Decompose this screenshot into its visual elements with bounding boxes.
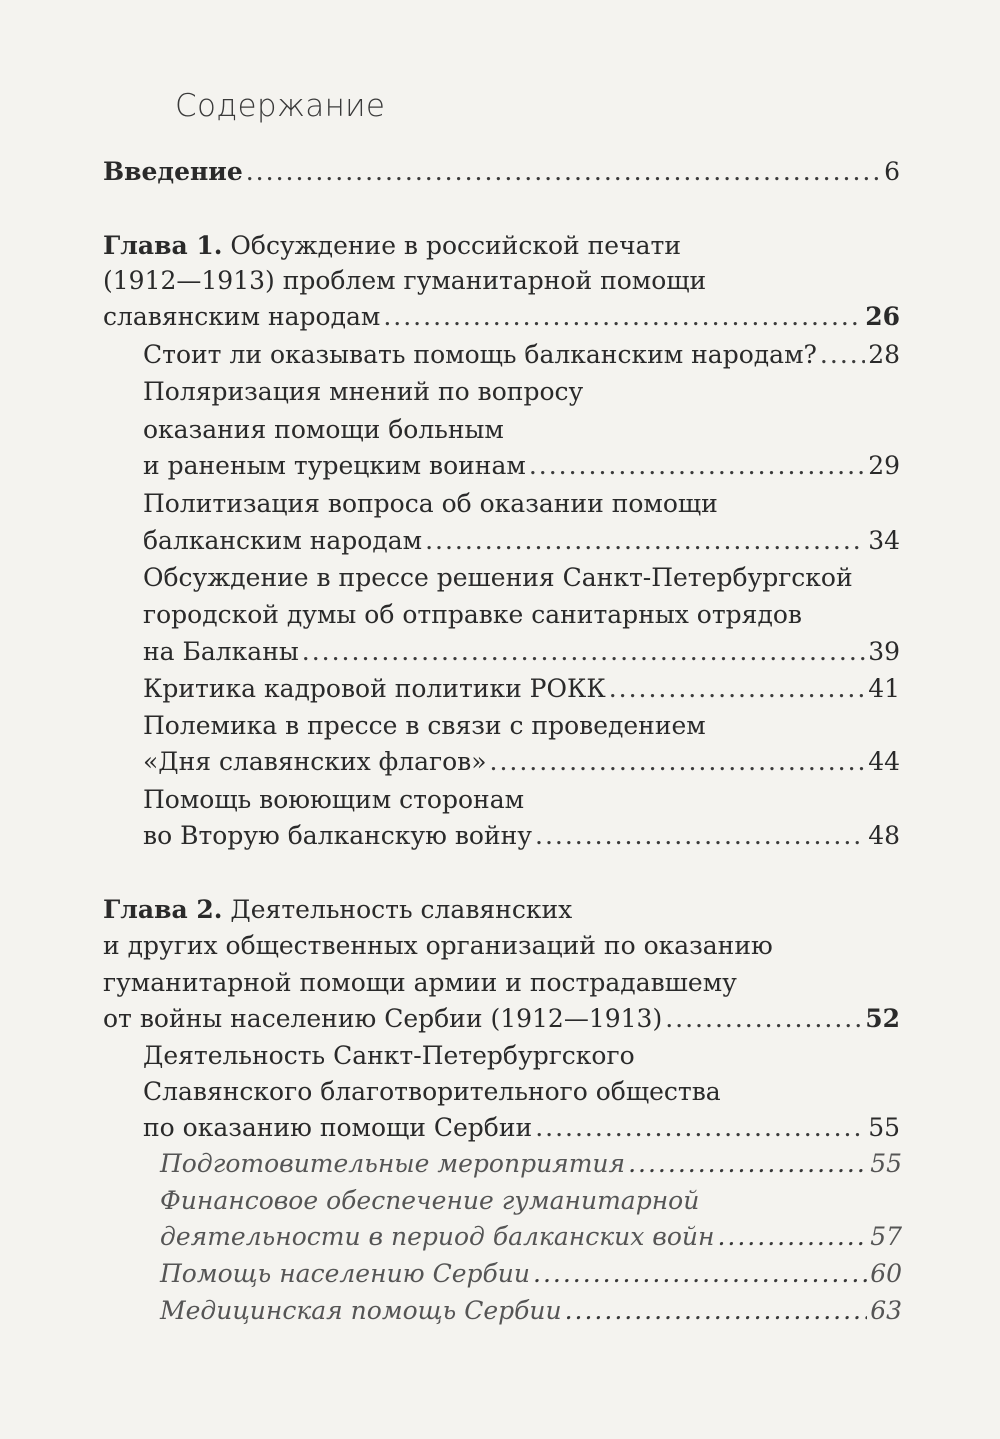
section-title-line: оказания помощи больным — [143, 415, 504, 444]
leader-dots — [535, 819, 865, 853]
toc-page-number: 44 — [868, 747, 900, 776]
toc-section[interactable] — [143, 1039, 900, 1073]
toc-chapter-1-line-3[interactable] — [103, 300, 900, 334]
chapter-title-line: от войны населению Сербии (1912—1913) — [103, 1004, 663, 1033]
section-title-line: на Балканы — [143, 637, 299, 666]
toc-page-number: 57 — [870, 1222, 902, 1251]
toc-entry-label: Введение — [103, 157, 243, 186]
toc-chapter-2-line-4[interactable] — [103, 1002, 900, 1036]
toc-page-number: 28 — [868, 340, 900, 369]
toc-subsection-cont — [160, 1220, 902, 1254]
leader-dots — [383, 300, 862, 334]
toc-subsection[interactable] — [160, 1147, 902, 1181]
section-title-line: городской думы об отправке санитарных отрядов — [143, 600, 802, 629]
toc-entry-intro[interactable] — [103, 155, 900, 189]
section-title-line: балканским народам — [143, 526, 423, 555]
subsection-title-line: Медицинская помощь Сербии — [160, 1296, 562, 1325]
toc-page-number: 52 — [865, 1004, 900, 1033]
section-title-line: Стоит ли оказывать помощь балканским народам? — [143, 340, 817, 369]
toc-page-number: 55 — [868, 1113, 900, 1142]
toc-section[interactable] — [143, 561, 900, 595]
chapter-title-line: гуманитарной помощи армии и пострадавшему — [103, 968, 737, 997]
section-title-line: Славянского благотворительного общества — [143, 1077, 721, 1106]
section-title-line: Обсуждение в прессе решения Санкт-Петербургской — [143, 563, 853, 592]
toc-page-number: 63 — [870, 1296, 902, 1325]
toc-section[interactable] — [143, 709, 900, 743]
section-title-line: Полемика в прессе в связи с проведением — [143, 711, 706, 740]
toc-chapter-2-line-1[interactable] — [103, 893, 900, 927]
toc-section[interactable] — [143, 338, 900, 372]
subsection-title-line: деятельности в период балканских войн — [160, 1222, 715, 1251]
toc-page-number: 55 — [870, 1149, 902, 1178]
leader-dots — [302, 635, 865, 669]
leader-dots — [665, 1002, 862, 1036]
toc-subsection[interactable] — [160, 1184, 902, 1218]
toc-subsection[interactable] — [160, 1294, 902, 1328]
toc-section[interactable] — [143, 783, 900, 817]
toc-section[interactable] — [143, 375, 900, 409]
toc-section-cont — [143, 413, 900, 447]
toc-section-cont — [143, 598, 900, 632]
section-title-line: во Вторую балканскую войну — [143, 821, 532, 850]
toc-section[interactable] — [143, 672, 900, 706]
section-title-line: и раненым турецким воинам — [143, 451, 526, 480]
toc-page-number: 26 — [865, 302, 900, 331]
toc-chapter-2-line-2 — [103, 929, 900, 963]
toc-chapter-2-line-3 — [103, 966, 900, 1000]
leader-dots — [246, 155, 881, 189]
leader-dots — [533, 1257, 867, 1291]
toc-section-cont — [143, 524, 900, 558]
toc-section-cont — [143, 1111, 900, 1145]
toc-section-cont — [143, 819, 900, 853]
chapter-label: Глава 2. — [103, 895, 223, 924]
toc-section[interactable] — [143, 487, 900, 521]
leader-dots — [628, 1147, 867, 1181]
toc-page-number: 41 — [868, 674, 900, 703]
toc-page-number: 34 — [868, 526, 900, 555]
leader-dots — [490, 745, 866, 779]
section-title-line: по оказанию помощи Сербии — [143, 1113, 533, 1142]
leader-dots — [565, 1294, 868, 1328]
subsection-title-line: Помощь населению Сербии — [160, 1259, 531, 1288]
chapter-title-line: славянским народам — [103, 302, 381, 331]
section-title-line: Помощь воюющим сторонам — [143, 785, 525, 814]
toc-page-number: 6 — [884, 157, 900, 186]
section-title-line: «Дня славянских флагов» — [143, 747, 487, 776]
toc-page-number: 48 — [868, 821, 900, 850]
section-title-line: Поляризация мнений по вопросу — [143, 377, 584, 406]
toc-section-cont — [143, 635, 900, 669]
toc-section-cont — [143, 449, 900, 483]
section-title-line: Деятельность Санкт-Петербургского — [143, 1041, 635, 1070]
leader-dots — [425, 524, 865, 558]
leader-dots — [535, 1111, 865, 1145]
chapter-title-line: Обсуждение в российской печати — [230, 231, 682, 260]
toc-page-number: 39 — [868, 637, 900, 666]
leader-dots — [529, 449, 865, 483]
chapter-title-line: и других общественных организаций по оказанию — [103, 931, 773, 960]
chapter-label: Глава 1. — [103, 231, 223, 260]
page-title: Содержание — [175, 88, 386, 124]
leader-dots — [820, 338, 865, 372]
toc-chapter-1-line-1[interactable] — [103, 229, 900, 263]
toc-page-number: 60 — [870, 1259, 902, 1288]
leader-dots — [609, 672, 865, 706]
section-title-line: Политизация вопроса об оказании помощи — [143, 489, 718, 518]
toc-subsection[interactable] — [160, 1257, 902, 1291]
toc-page-number: 29 — [868, 451, 900, 480]
subsection-title-line: Подготовительные мероприятия — [160, 1149, 626, 1178]
toc-section-cont — [143, 745, 900, 779]
subsection-title-line: Финансовое обеспечение гуманитарной — [160, 1186, 700, 1215]
toc-chapter-1-line-2 — [103, 264, 900, 298]
toc-section-cont — [143, 1075, 900, 1109]
section-title-line: Критика кадровой политики РОКК — [143, 674, 606, 703]
chapter-title-line: (1912—1913) проблем гуманитарной помощи — [103, 266, 707, 295]
chapter-title-line: Деятельность славянских — [230, 895, 573, 924]
leader-dots — [717, 1220, 867, 1254]
